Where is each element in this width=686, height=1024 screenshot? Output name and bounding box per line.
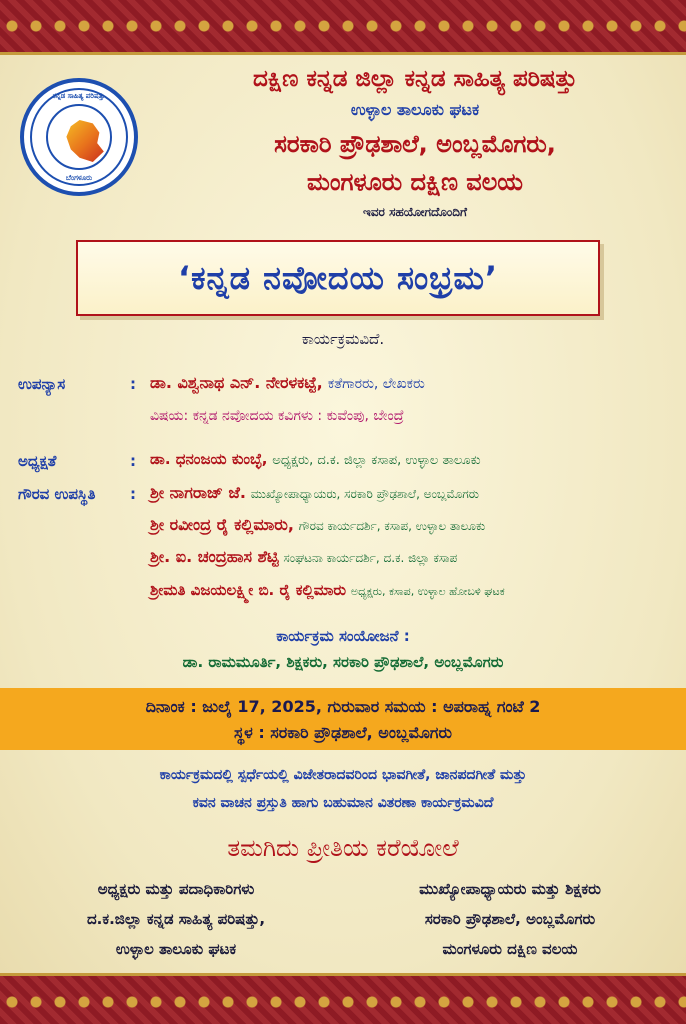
guest-row [150,581,505,599]
lecture-speaker-name: ಡಾ. ವಿಶ್ವನಾಥ ಎನ್. ನೇರಳಕಟ್ಟೆ, [150,373,323,392]
guest-row [150,483,479,503]
event-title: ‘ಕನ್ನಡ ನವೋದಯ ಸಂಭ್ರಮ’ [177,258,499,297]
program-note: ಕಾರ್ಯಕ್ರಮವಿದೆ. [301,330,385,348]
org-title-line4: ಮಂಗಳೂರು ದಕ್ಷಿಣ ವಲಯ [307,168,523,196]
event-title-banner [76,240,600,316]
president-colon: : [130,452,136,470]
guest-role: ಅಧ್ಯಕ್ಷರು, ಕಸಾಪ, ಉಳ್ಳಾಲ ಹೋಬಳಿ ಘಟಕ [350,585,505,598]
coordinator-label: ಕಾರ್ಯಕ್ರಮ ಸಂಯೋಜನೆ : [276,627,410,645]
guests-colon: : [130,485,136,503]
guests-label: ಗೌರವ ಉಪಸ್ಥಿತಿ [18,485,96,503]
guest-role: ಸಂಘಟನಾ ಕಾರ್ಯದರ್ಶಿ, ದ.ಕ. ಜಿಲ್ಲಾ ಕಸಾಪ [283,551,458,565]
org-title-line3: ಸರಕಾರಿ ಪ್ರೌಢಶಾಲೆ, ಅಂಬ್ಲಮೊಗರು, [274,130,556,158]
guest-role: ಗೌರವ ಕಾರ್ಯದರ್ಶಿ, ಕಸಾಪ, ಉಳ್ಳಾಲ ತಾಲೂಕು [298,519,486,533]
schedule-date-time: ದಿನಾಂಕ : ಜುಲೈ 17, 2025, ಗುರುವಾರ ಸಮಯ : ಅಪರಾಹ್ನ ಗಂಟೆ 2 [145,697,541,716]
coordinator-text: ಡಾ. ರಾಮಮೂರ್ತಿ, ಶಿಕ್ಷಕರು, ಸರಕಾರಿ ಪ್ರೌಢಶಾಲೆ, ಅಂಬ್ಲಮೊಗರು [182,653,504,671]
host-right-line: ಸರಕಾರಿ ಪ್ರೌಢಶಾಲೆ, ಅಂಬ್ಲಮೊಗರು [424,910,596,928]
president-label: ಅಧ್ಯಕ್ಷತೆ [18,452,57,470]
program-description-line1: ಕಾರ್ಯಕ್ರಮದಲ್ಲಿ ಸ್ಪರ್ಧೆಯಲ್ಲಿ ವಿಜೇತರಾದವರಿಂದ ಭಾವಗೀತೆ, ಜಾನಪದಗೀತೆ ಮತ್ತು [159,767,527,783]
bottom-decorative-border [0,973,686,1024]
lecture-colon: : [130,375,136,393]
lecture-speaker-role: ಕತೆಗಾರರು, ಲೇಖಕರು [327,376,425,392]
guest-name: ಶ್ರೀ ನಾಗರಾಜ್ ಜೆ. [150,483,246,502]
lecture-label: ಉಪನ್ಯಾಸ [18,375,66,393]
org-title-line1: ದಕ್ಷಿಣ ಕನ್ನಡ ಜಿಲ್ಲಾ ಕನ್ನಡ ಸಾಹಿತ್ಯ ಪರಿಷತ್ತು [252,66,578,92]
org-title-line5: ಇವರ ಸಹಯೋಗದೊಂದಿಗೆ [363,205,467,219]
logo-inner-circle [46,104,112,170]
top-decorative-border [0,0,686,55]
logo-top-text: ಕನ್ನಡ ಸಾಹಿತ್ಯ ಪರಿಷತ್ತು [52,92,106,100]
schedule-venue: ಸ್ಥಳ : ಸರಕಾರಿ ಪ್ರೌಢಶಾಲೆ, ಅಂಬ್ಲಮೊಗರು [233,723,453,742]
guest-row [150,515,485,535]
lecture-topic: ವಿಷಯ: ಕನ್ನಡ ನವೋದಯ ಕವಿಗಳು : ಕುವೆಂಪು, ಬೇಂದ್ರೆ [150,408,404,424]
host-left-line: ದ.ಕ.ಜಿಲ್ಲಾ ಕನ್ನಡ ಸಾಹಿತ್ಯ ಪರಿಷತ್ತು, [86,910,266,928]
host-right-line: ಮಂಗಳೂರು ದಕ್ಷಿಣ ವಲಯ [442,940,578,958]
president-name: ಡಾ. ಧನಂಜಯ ಕುಂಬ್ಳೆ, [150,450,268,468]
karnataka-map-icon [62,120,106,162]
guest-name: ಶ್ರೀ ರವೀಂದ್ರ ರೈ ಕಲ್ಲಿಮಾರು, [150,515,294,534]
kasapa-logo [20,78,138,196]
invitation-heading: ತಮಗಿದು ಪ್ರೀತಿಯ ಕರೆಯೋಲೆ [227,834,459,862]
host-right-line: ಮುಖ್ಯೋಪಾಧ್ಯಾಯರು ಮತ್ತು ಶಿಕ್ಷಕರು [419,880,601,898]
schedule-band [0,688,686,750]
guest-role: ಮುಖ್ಯೋಪಾಧ್ಯಾಯರು, ಸರಕಾರಿ ಪ್ರೌಢಶಾಲೆ, ಅಂಬ್ಲಮೊಗರು [250,487,479,501]
host-left-line: ಉಳ್ಳಾಲ ತಾಲೂಕು ಘಟಕ [115,940,237,958]
program-description-line2: ಕವನ ವಾಚನ ಪ್ರಸ್ತುತಿ ಹಾಗು ಬಹುಮಾನ ವಿತರಣಾ ಕಾರ್ಯಕ್ರಮವಿದೆ [192,795,494,811]
president-entry [150,450,481,468]
guest-name: ಶ್ರೀಮತಿ ವಿಜಯಲಕ್ಷ್ಮೀ ಬಿ. ರೈ ಕಲ್ಲಿಮಾರು [150,581,347,599]
host-left-line: ಅಧ್ಯಕ್ಷರು ಮತ್ತು ಪದಾಧಿಕಾರಿಗಳು [97,880,255,898]
guest-name: ಶ್ರೀ. ಐ. ಚಂದ್ರಹಾಸ ಶೆಟ್ಟಿ [150,547,279,566]
president-role: ಅಧ್ಯಕ್ಷರು, ದ.ಕ. ಜಿಲ್ಲಾ ಕಸಾಪ, ಉಳ್ಳಾಲ ತಾಲೂಕು [272,453,481,468]
org-title-line2: ಉಳ್ಳಾಲ ತಾಲೂಕು ಘಟಕ [350,100,480,119]
guest-row [150,547,457,567]
logo-bottom-text: ಬೆಂಗಳೂರು [65,174,93,182]
lecture-speaker [150,373,425,393]
